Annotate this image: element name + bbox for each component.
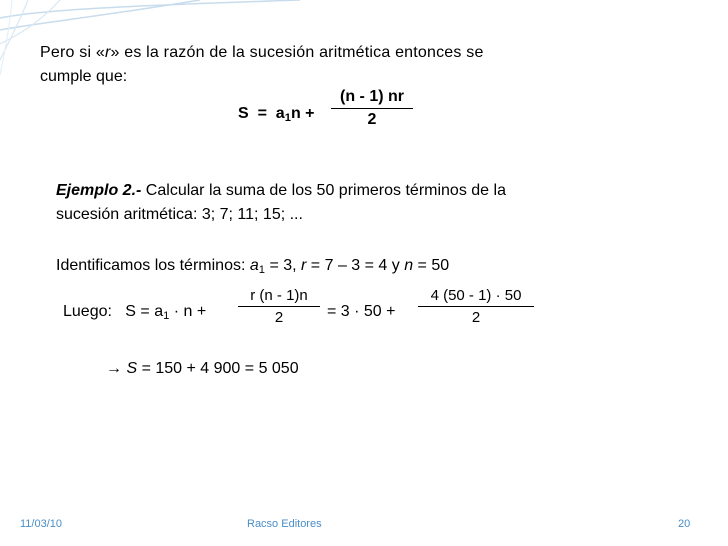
fraction-bar [331,108,413,109]
intro-line-2: cumple que: [40,68,128,85]
luego-line: Luego: $S = a_1 \cdot n$ + [63,303,207,322]
fraction-denominator: 2 [471,309,481,326]
footer-date: 11/03/10 [20,518,63,530]
example-line-2: sucesión aritmética: 3; 7; 11; 15; ... [56,206,303,223]
arrow-icon: → [106,360,122,377]
sum-formula-fraction [331,88,413,129]
footer-publisher: Racso Editores [247,518,322,530]
example-line-1: Ejemplo 2.- Calcular la suma de los 50 primeros términos de la [56,182,506,199]
identify-line: Identificamos los términos: $a_1 = 3$, r = 7 – 3 = 4 y n = 50 [56,257,450,276]
example-title: Ejemplo 2.- [56,182,142,199]
fraction-bar [418,306,534,307]
luego-fraction-2 [418,287,534,326]
result-line: → S = 150 + 4 900 = 5 050 [106,360,299,377]
fraction-numerator: 4 (50 - 1) · 50 [430,287,522,304]
fraction-bar [238,306,320,307]
fraction-denominator: 2 [367,111,377,128]
luego-label: Luego: [63,303,112,320]
fraction-numerator: (n - 1) nr [340,88,404,105]
intro-line-1: Pero si «r» es la razón de la sucesión aritmética entonces se [40,44,484,61]
sum-formula: $S = a_1n$ + [238,105,315,124]
luego-equals: = 3 · 50 + [327,303,396,320]
footer-page-number: 20 [678,518,691,530]
fraction-numerator: r (n - 1)n [250,287,308,304]
luego-fraction-1 [238,287,320,326]
fraction-denominator: 2 [274,309,284,326]
